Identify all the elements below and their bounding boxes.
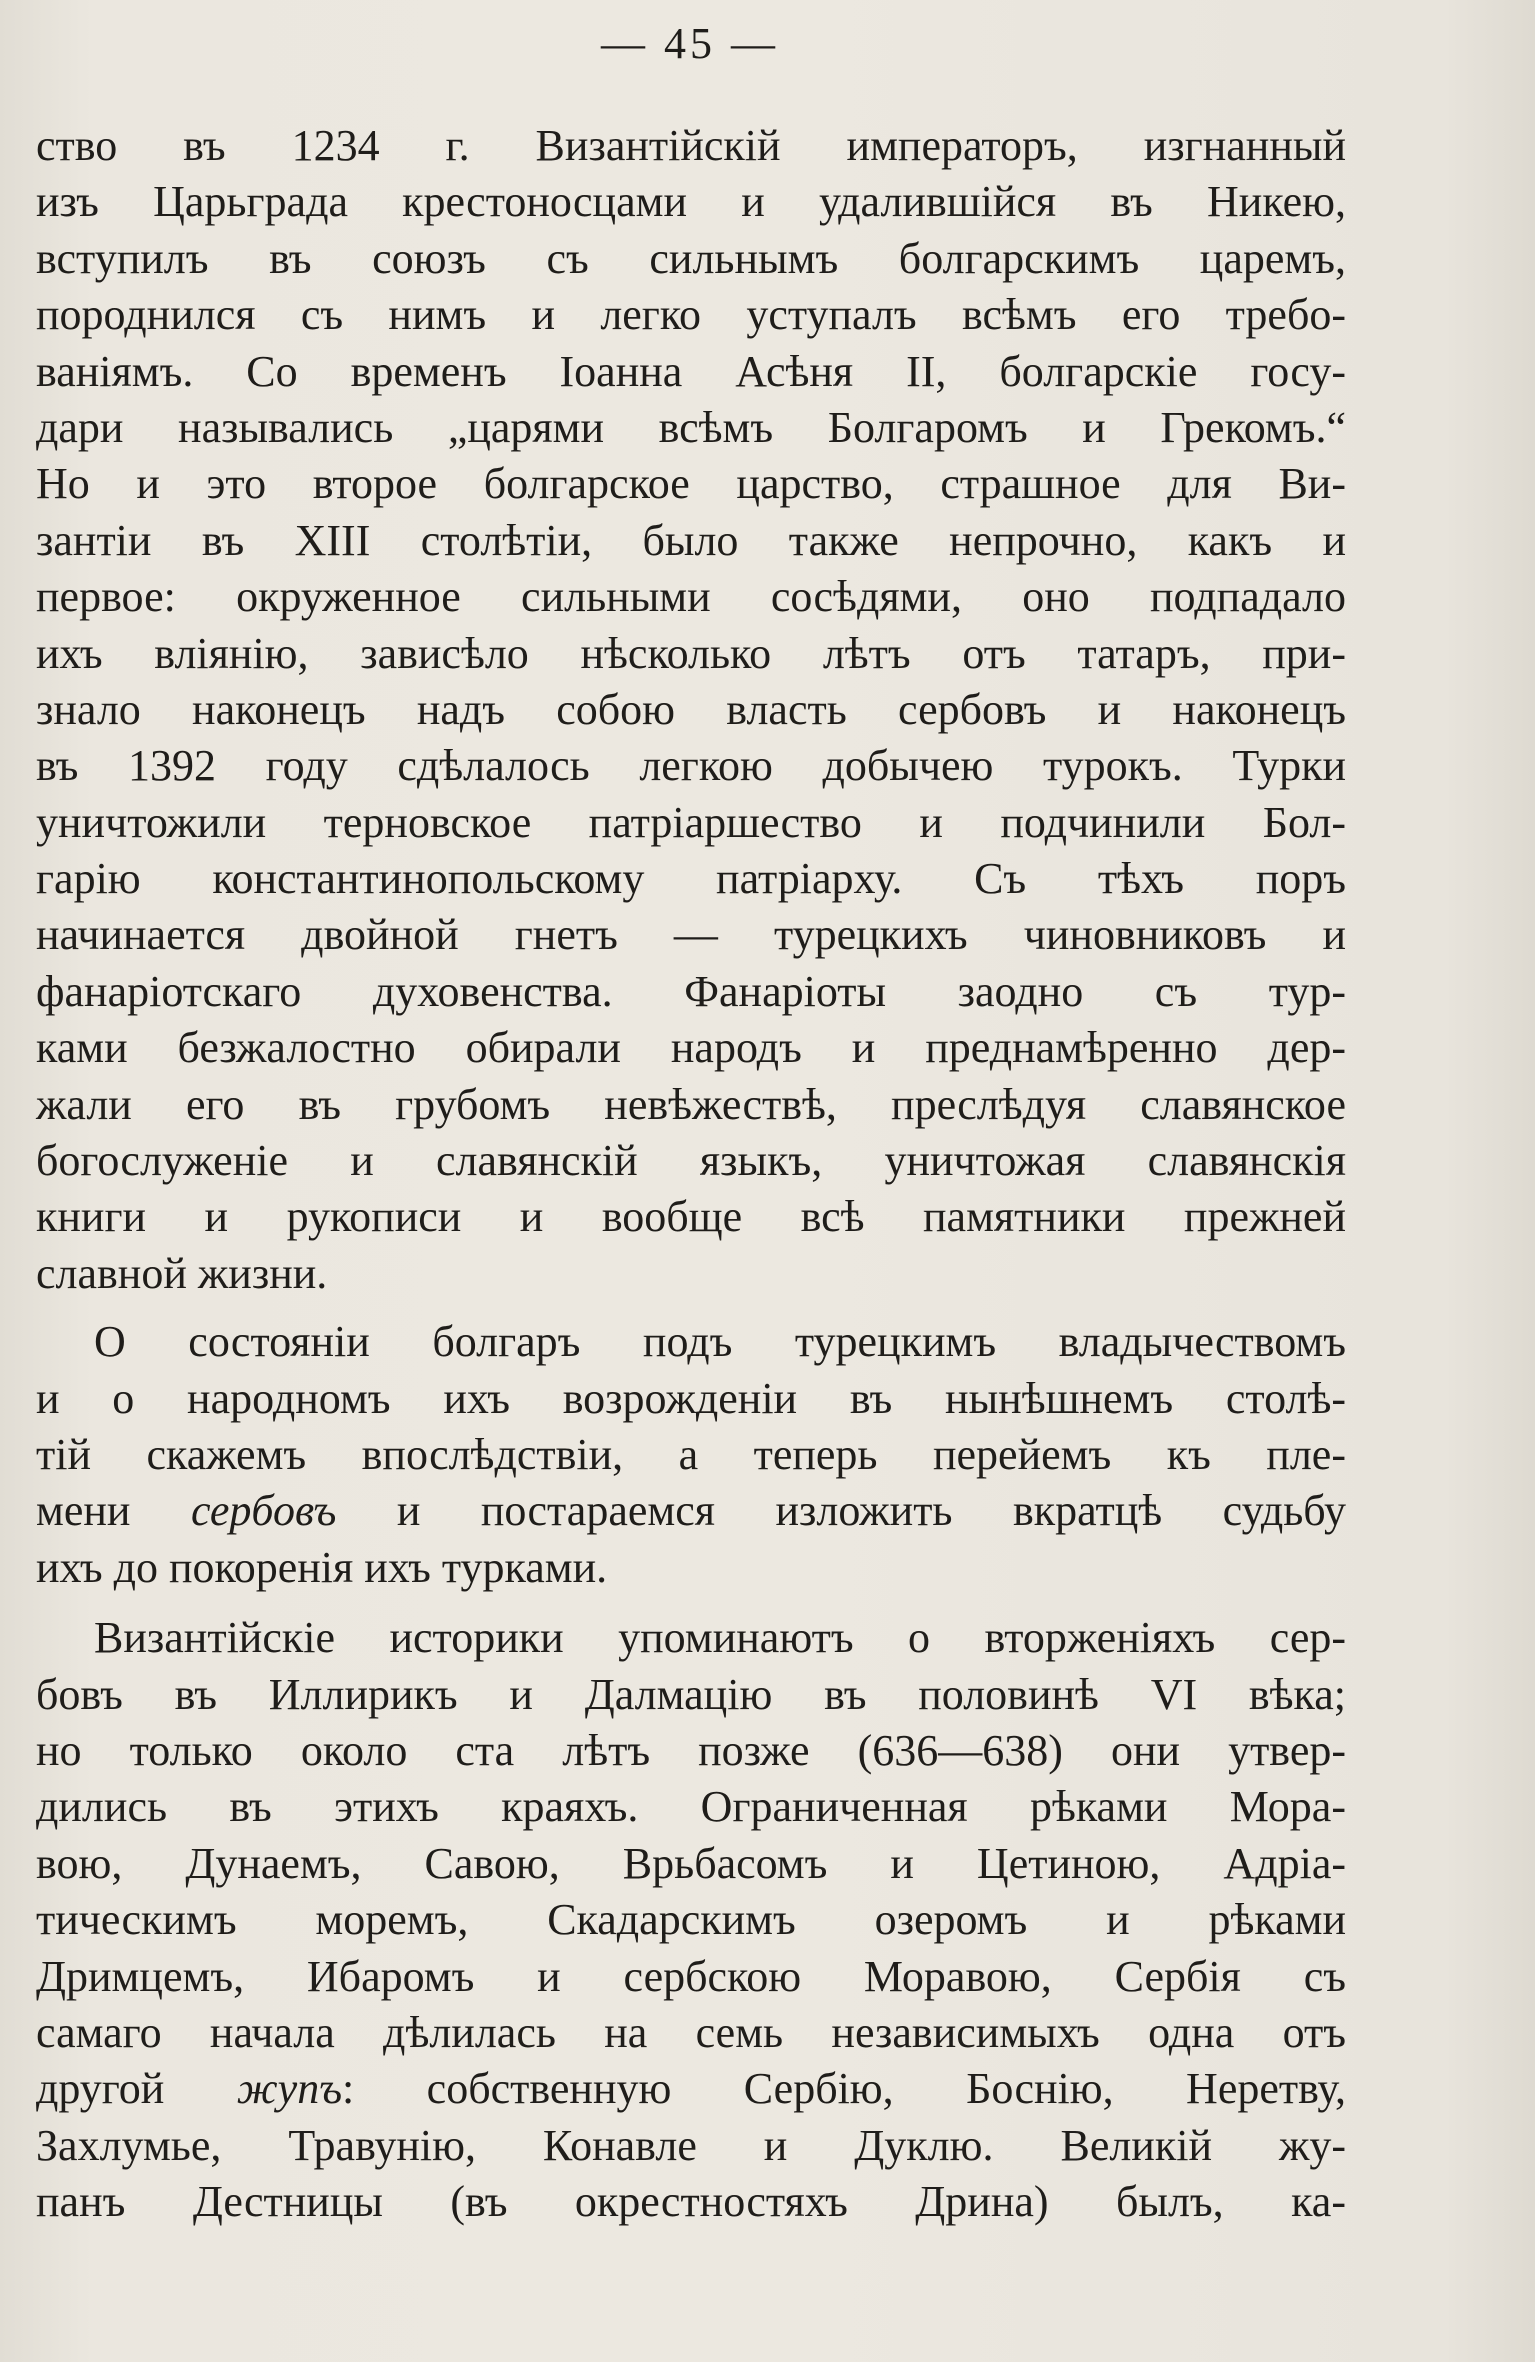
text-line: О состояніи болгаръ подъ турецкимъ владычествомъ — [94, 1317, 1346, 1367]
text-line: книги и рукописи и вообще всѣ памятники прежней — [36, 1192, 1346, 1242]
text-line: ками безжалостно обирали народъ и преднамѣренно дер- — [36, 1023, 1346, 1073]
text-line: тическимъ моремъ, Скадарскимъ озеромъ и рѣками — [36, 1895, 1346, 1945]
text-line: гарію константинопольскому патріарху. Съ тѣхъ поръ — [36, 854, 1346, 904]
text-line: зантіи въ XIII столѣтіи, было также непрочно, какъ и — [36, 515, 1346, 565]
text-segment: мени — [36, 1486, 191, 1536]
text-line: уничтожили терновское патріаршество и подчинили Бол- — [36, 797, 1346, 847]
text-line: первое: окруженное сильными сосѣдями, оно подпадало — [36, 572, 1346, 622]
italic-term: жупъ — [236, 2064, 343, 2114]
text-line: самаго начала дѣлилась на семь независимыхъ одна отъ — [36, 2007, 1346, 2057]
text-line: дари назывались „царями всѣмъ Болгаромъ и Грекомъ.“ — [36, 402, 1346, 452]
body-text — [36, 118, 1346, 2230]
text-line: богослуженіе и славянскій языкъ, уничтожая славянскія — [36, 1136, 1346, 1186]
text-line: тій скажемъ впослѣдствіи, а теперь перейемъ къ пле- — [36, 1429, 1346, 1479]
text-line: Но и это второе болгарское царство, страшное для Ви- — [36, 459, 1346, 509]
text-line: бовъ въ Иллирикъ и Далмацію въ половинѣ VI вѣка; — [36, 1669, 1346, 1719]
text-line: вступилъ въ союзъ съ сильнымъ болгарскимъ царемъ, — [36, 233, 1346, 283]
text-line: изъ Царьграда крестоносцами и удалившійся въ Никею, — [36, 177, 1346, 227]
text-line: Дримцемъ, Ибаромъ и сербскою Моравою, Сербія съ — [36, 1951, 1346, 2001]
text-line: ихъ до покоренія ихъ турками. — [36, 1542, 608, 1592]
text-line: и о народномъ ихъ возрожденіи въ нынѣшнемъ столѣ- — [36, 1373, 1346, 1423]
text-line: ихъ вліянію, зависѣло нѣсколько лѣтъ отъ татаръ, при- — [36, 628, 1346, 678]
page-number: — 45 — — [601, 19, 779, 68]
text-line: жали его въ грубомъ невѣжествѣ, преслѣдуя славянское — [36, 1079, 1346, 1129]
text-line — [36, 1483, 1346, 1539]
text-line: породнился съ нимъ и легко уступалъ всѣмъ его требо- — [36, 290, 1346, 340]
text-segment: : собственную Сербію, Боснію, Неретву, — [342, 2064, 1346, 2114]
text-line — [36, 2061, 1346, 2117]
text-line: ство въ 1234 г. Византійскій императоръ, изгнанный — [36, 121, 1346, 170]
text-line: знало наконецъ надъ собою власть сербовъ и наконецъ — [36, 684, 1346, 734]
text-line: въ 1392 году сдѣлалось легкою добычею турокъ. Турки — [36, 741, 1346, 791]
text-line: дились въ этихъ краяхъ. Ограниченная рѣками Мора- — [36, 1782, 1346, 1832]
text-segment: и постараемся изложить вкратцѣ судьбу — [336, 1486, 1347, 1536]
text-line: фанаріотскаго духовенства. Фанаріоты заодно съ тур- — [36, 966, 1346, 1016]
text-line: Византійскіе историки упоминаютъ о вторженіяхъ сер- — [94, 1613, 1346, 1663]
text-line: начинается двойной гнетъ — турецкихъ чиновниковъ и — [36, 910, 1346, 960]
text-segment: другой — [36, 2064, 237, 2114]
text-line: панъ Дестницы (въ окрестностяхъ Дрина) былъ, ка- — [36, 2177, 1346, 2227]
text-line: но только около ста лѣтъ позже (636—638) они утвер- — [36, 1725, 1346, 1775]
text-line: ваніямъ. Со временъ Іоанна Асѣня II, болгарскіе госу- — [36, 346, 1346, 396]
italic-term: сербовъ — [190, 1486, 337, 1536]
text-line: славной жизни. — [36, 1248, 328, 1298]
text-line: вою, Дунаемъ, Савою, Врьбасомъ и Цетиною, Адріа- — [36, 1838, 1346, 1888]
text-line: Захлумье, Травунію, Конавле и Дуклю. Великій жу- — [36, 2120, 1346, 2170]
